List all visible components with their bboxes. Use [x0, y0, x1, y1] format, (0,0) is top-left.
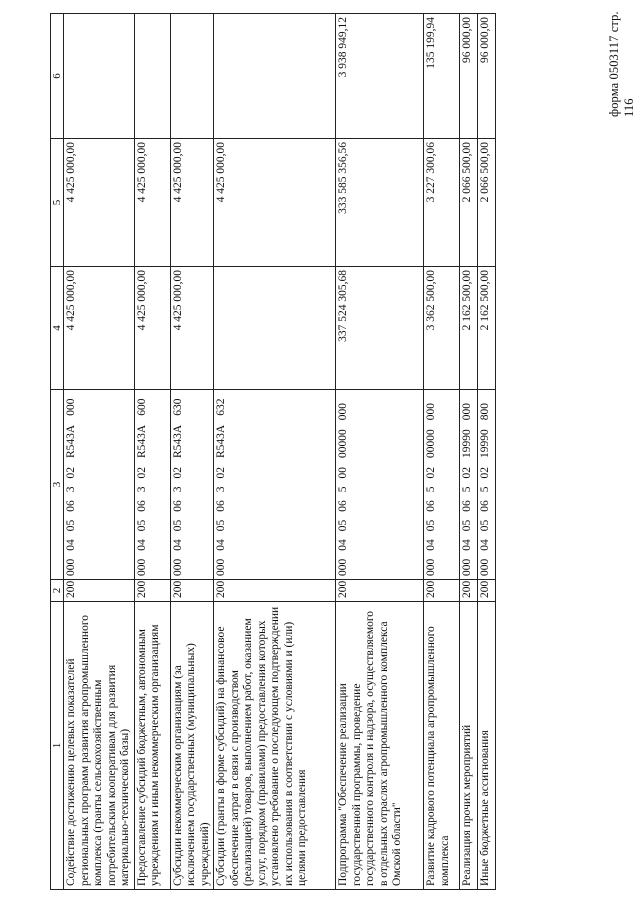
row-budget-code [478, 390, 496, 580]
code-part: 05 [215, 519, 227, 532]
row-approved: 2 162 500,00 [460, 267, 478, 390]
row-name: Содействие достижению целевых показателей региональных программ развития агропромышленного комплекса (гранты сельскохозяйственным потребительским кооперативам для развития материально-технической базы) [64, 602, 135, 890]
code-part: 5 [479, 486, 491, 493]
code-part: 05 [461, 519, 473, 532]
code-part: 000 [479, 558, 491, 576]
row-name: Подпрограмма "Обеспечение реализации государственной программы, проведение государственного контроля и надзора, осуществляемого в отдельных отраслях агропромышленного комплекса Омской области" [336, 602, 424, 890]
code-part: 000 [461, 558, 473, 576]
row-approved: 4 425 000,00 [134, 267, 170, 390]
row-approved: 4 425 000,00 [64, 267, 135, 390]
row-line-code: 200 [64, 580, 135, 602]
code-part: 05 [135, 519, 148, 532]
row-unexecuted: 96 000,00 [460, 14, 478, 139]
row-budget-code [460, 390, 478, 580]
code-part: R543A [135, 424, 148, 458]
code-part: 000 [135, 558, 148, 576]
code-part: 3 [65, 486, 77, 493]
code-part: 04 [337, 539, 349, 551]
code-part: 00000 [337, 429, 349, 458]
row-line-code: 200 [336, 580, 424, 602]
code-part: 05 [425, 519, 437, 532]
row-executed: 4 425 000,00 [214, 139, 336, 267]
header-col-2: 2 [51, 580, 64, 602]
row-unexecuted [214, 14, 336, 139]
code-part: 04 [479, 539, 491, 551]
row-executed: 3 227 300,06 [424, 139, 460, 267]
header-col-5: 5 [51, 139, 64, 267]
code-part: 19990 [479, 429, 491, 458]
code-part: R543A [171, 424, 184, 458]
code-part: 5 [461, 486, 473, 493]
code-part: 000 [425, 558, 437, 576]
row-unexecuted: 3 938 949,12 [336, 14, 424, 139]
code-part: 06 [461, 500, 473, 512]
code-part: 3 [215, 486, 227, 493]
row-name: Реализация прочих мероприятий [460, 602, 478, 890]
code-part: 04 [171, 539, 184, 551]
row-line-code: 200 [460, 580, 478, 602]
row-name: Субсидии некоммерческим организациям (за исключением государственных (муниципальных) учреждений) [170, 602, 214, 890]
code-part: 000 [215, 558, 227, 576]
code-part: 000 [65, 558, 77, 576]
code-part: 04 [215, 539, 227, 551]
table-row [214, 14, 336, 890]
table-row [460, 14, 478, 890]
row-executed: 2 066 500,00 [478, 139, 496, 267]
header-row [51, 14, 64, 890]
row-executed: 2 066 500,00 [460, 139, 478, 267]
code-part: 06 [65, 500, 77, 512]
code-part: 3 [135, 486, 148, 493]
code-part: 05 [479, 519, 491, 532]
code-part: 000 [425, 403, 437, 421]
code-part: 630 [171, 398, 184, 416]
table-row [336, 14, 424, 890]
code-part: 02 [461, 467, 473, 479]
code-part: 06 [337, 500, 349, 512]
row-executed: 4 425 000,00 [170, 139, 214, 267]
code-part: 06 [479, 500, 491, 512]
code-part: 800 [479, 403, 491, 421]
code-part: 02 [215, 467, 227, 479]
row-approved: 2 162 500,00 [478, 267, 496, 390]
code-part: 000 [171, 558, 184, 576]
row-executed: 4 425 000,00 [134, 139, 170, 267]
row-name: Развитие кадрового потенциала агропромышленного комплекса [424, 602, 460, 890]
row-unexecuted: 96 000,00 [478, 14, 496, 139]
code-part: 05 [337, 519, 349, 532]
code-part: R543A [65, 424, 77, 458]
code-part: 5 [425, 486, 437, 493]
table-row [424, 14, 460, 890]
table-row [478, 14, 496, 890]
row-budget-code [214, 390, 336, 580]
code-part: 06 [215, 500, 227, 512]
table-row [170, 14, 214, 890]
code-part: 00 [337, 467, 349, 479]
row-budget-code [134, 390, 170, 580]
row-approved [214, 267, 336, 390]
row-budget-code [336, 390, 424, 580]
code-part: 632 [215, 398, 227, 416]
code-part: R543A [215, 424, 227, 458]
row-line-code: 200 [134, 580, 170, 602]
row-unexecuted [170, 14, 214, 139]
code-part: 3 [171, 486, 184, 493]
row-approved: 3 362 500,00 [424, 267, 460, 390]
row-line-code: 200 [478, 580, 496, 602]
code-part: 04 [65, 539, 77, 551]
code-part: 000 [337, 403, 349, 421]
row-name: Субсидии (гранты в форме субсидий) на финансовое обеспечение затрат в связи с производством (реализацией) товаров, выполнением работ, оказанием услуг, порядком (правилами) предоставления которых установлено требование о последующем подтверждении их использования в соответствии с условиями и (или) целями предоставления [214, 602, 336, 890]
code-part: 04 [425, 539, 437, 551]
code-part: 000 [461, 403, 473, 421]
code-part: 04 [135, 539, 148, 551]
row-line-code: 200 [170, 580, 214, 602]
code-part: 600 [135, 398, 148, 416]
row-budget-code [424, 390, 460, 580]
row-line-code: 200 [424, 580, 460, 602]
code-part: 06 [425, 500, 437, 512]
code-part: 02 [479, 467, 491, 479]
code-part: 06 [135, 500, 148, 512]
code-part: 05 [65, 519, 77, 532]
row-approved: 337 524 305,68 [336, 267, 424, 390]
code-part: 000 [65, 398, 77, 416]
form-label: форма 0503117 стр. 116 [607, 11, 636, 117]
row-name: Иные бюджетные ассигнования [478, 602, 496, 890]
code-part: 02 [65, 467, 77, 479]
code-part: 000 [337, 558, 349, 576]
row-approved: 4 425 000,00 [170, 267, 214, 390]
row-unexecuted [64, 14, 135, 139]
row-unexecuted: 135 199,94 [424, 14, 460, 139]
row-budget-code [64, 390, 135, 580]
header-col-1: 1 [51, 602, 64, 890]
row-executed: 4 425 000,00 [64, 139, 135, 267]
code-part: 00000 [425, 429, 437, 458]
row-unexecuted [134, 14, 170, 139]
table-row [134, 14, 170, 890]
header-col-3: 3 [51, 390, 64, 580]
code-part: 02 [171, 467, 184, 479]
header-col-4: 4 [51, 267, 64, 390]
table-row [64, 14, 135, 890]
budget-table [50, 13, 496, 890]
code-part: 02 [135, 467, 148, 479]
row-name: Предоставление субсидий бюджетным, автономным учреждениям и иным некоммерческим организациям [134, 602, 170, 890]
code-part: 19990 [461, 429, 473, 458]
code-part: 05 [171, 519, 184, 532]
code-part: 06 [171, 500, 184, 512]
row-budget-code [170, 390, 214, 580]
code-part: 04 [461, 539, 473, 551]
code-part: 5 [337, 486, 349, 493]
code-part: 02 [425, 467, 437, 479]
row-executed: 333 585 356,56 [336, 139, 424, 267]
row-line-code: 200 [214, 580, 336, 602]
header-col-6: 6 [51, 14, 64, 139]
